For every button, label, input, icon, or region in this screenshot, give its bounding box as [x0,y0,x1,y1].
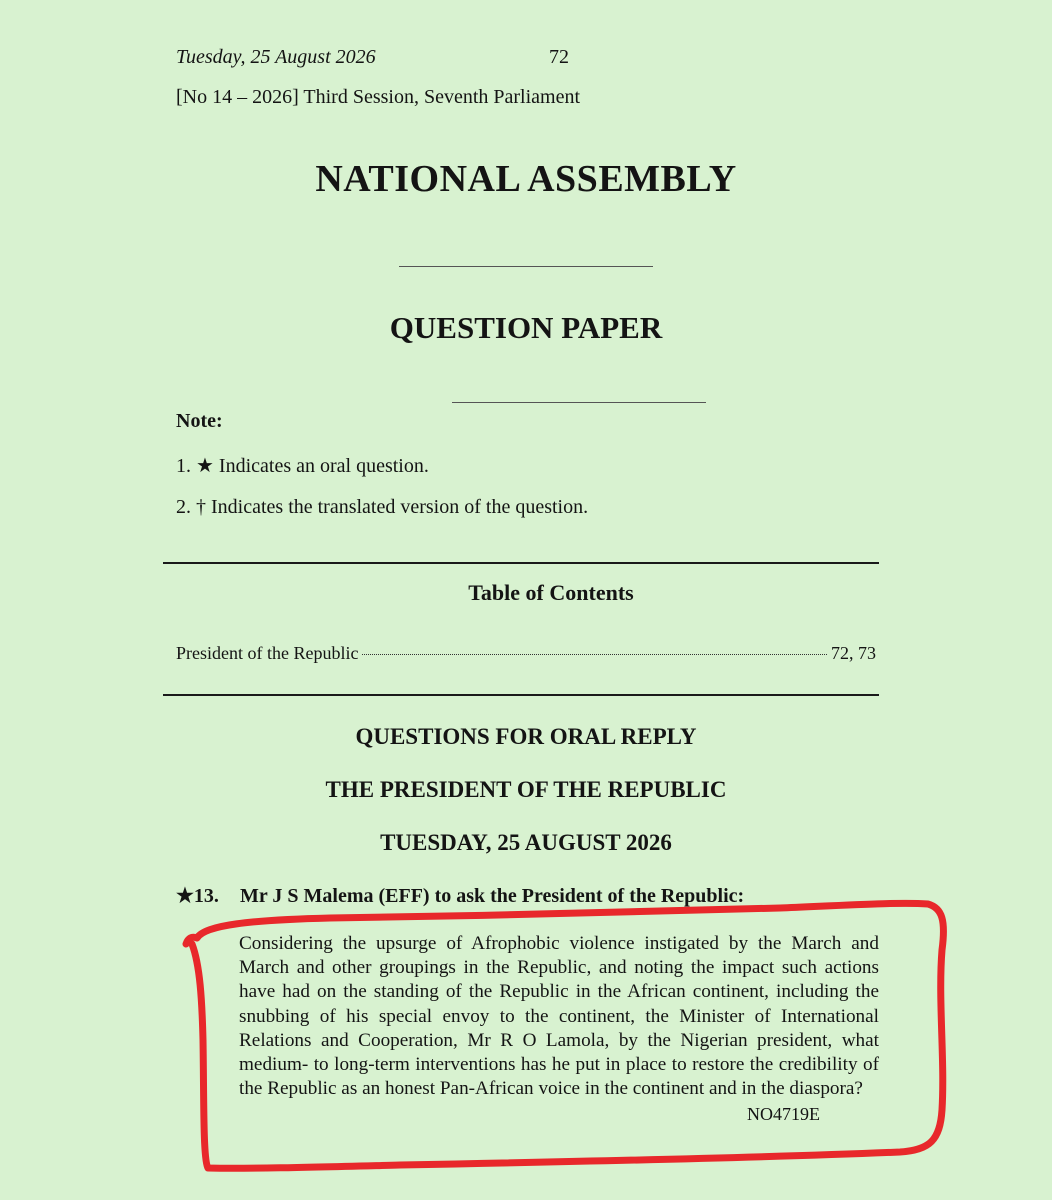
red-marker-outline [186,903,943,1168]
paper-date: Tuesday, 25 August 2026 [176,46,376,68]
section-date: TUESDAY, 25 AUGUST 2026 [380,830,672,855]
document-title: NATIONAL ASSEMBLY [315,158,737,200]
question-text: Considering the upsurge of Afrophobic violence instigated by the March and March and other groupings in the Republic, and noting the impact such actions have had on the standing of the Republic in the African continent, including the snubbing of his special envoy to the continent, the Minister of International Relations and Cooperation, Mr R O Lamola, by the Nigerian president, what medium- to long-term interventions has he put in place to restore the credibility of the Republic as an honest Pan-African voice in the continent and in the diaspora? [239,933,879,1100]
section-heading: QUESTIONS FOR ORAL REPLY [355,724,697,749]
session-line: [No 14 – 2026] Third Session, Seventh Parliament [176,86,581,108]
toc-entry-pages: 72, 73 [831,643,876,663]
question-asker: Mr J S Malema (EFF) to ask the President of the Republic: [240,885,745,907]
toc-title: Table of Contents [468,580,634,605]
toc-entry-label: President of the Republic [176,643,359,663]
note-label: Note: [176,410,223,432]
question-code: NO4719E [747,1104,820,1124]
page-number: 72 [549,46,569,68]
note-item: 1. ★ Indicates an oral question. [176,455,429,477]
document-subtitle: QUESTION PAPER [389,310,663,345]
section-addressee: THE PRESIDENT OF THE REPUBLIC [325,777,727,802]
question-number: ★13. [176,885,219,907]
note-item: 2. † Indicates the translated version of the question. [176,496,589,518]
